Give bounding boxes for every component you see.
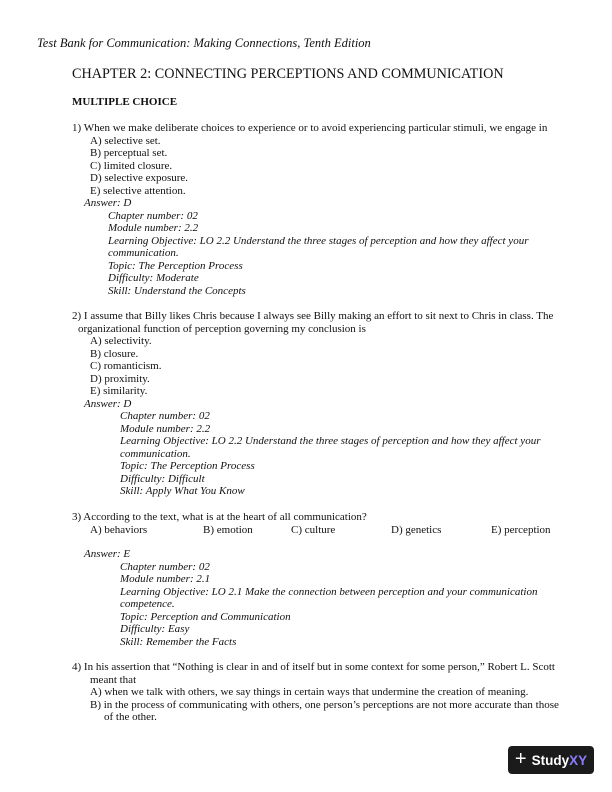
- q2-difficulty: Difficulty: Difficult: [120, 472, 205, 485]
- q4-option-a: A) when we talk with others, we say things in certain ways that undermine the creation of meaning.: [90, 686, 529, 698]
- chapter-title: CHAPTER 2: CONNECTING PERCEPTIONS AND COMMUNICATION: [72, 66, 504, 82]
- q2-module-number: Module number: 2.2: [120, 422, 211, 435]
- q2-option-c: C) romanticism.: [90, 360, 162, 372]
- q1-option-d: D) selective exposure.: [90, 172, 189, 184]
- q3-option-a: A) behaviors: [90, 523, 148, 536]
- q2-topic: Topic: The Perception Process: [120, 460, 255, 472]
- q3-difficulty: Difficulty: Easy: [120, 623, 190, 635]
- q3-learning-objective: Learning Objective: LO 2.1 Make the connection between perception and your communication: [120, 585, 538, 598]
- q1-stem: 1) When we make deliberate choices to experience or to avoid experiencing particular stimuli, we engage in: [72, 122, 548, 134]
- q3-topic: Topic: Perception and Communication: [120, 610, 291, 623]
- q2-stem-line-2: organizational function of perception governing my conclusion is: [78, 322, 366, 335]
- q2-option-a: A) selectivity.: [90, 335, 152, 347]
- q2-answer: Answer: D: [84, 397, 132, 410]
- q3-skill: Skill: Remember the Facts: [120, 635, 237, 648]
- section-heading: MULTIPLE CHOICE: [72, 96, 178, 108]
- q3-answer: Answer: E: [84, 548, 131, 560]
- q1-answer: Answer: D: [84, 197, 132, 209]
- q2-learning-objective: Learning Objective: LO 2.2 Understand the three stages of perception and how they affect your: [120, 435, 541, 447]
- q1-difficulty: Difficulty: Moderate: [108, 272, 199, 284]
- q1-module-number: Module number: 2.2: [108, 222, 199, 234]
- q3-option-b: B) emotion: [203, 523, 253, 536]
- q2-chapter-number: Chapter number: 02: [120, 410, 210, 422]
- q1-option-e: E) selective attention.: [90, 184, 186, 197]
- q3-stem: 3) According to the text, what is at the heart of all communication?: [72, 511, 367, 523]
- q4-option-b: B) in the process of communicating with others, one person’s perceptions are not more accurate than those: [90, 698, 559, 711]
- q3-option-e: E) perception: [491, 523, 551, 536]
- q4-option-b-cont: of the other.: [104, 711, 157, 723]
- q2-learning-objective-cont: communication.: [120, 447, 191, 460]
- q3-option-d: D) genetics: [391, 523, 442, 536]
- q1-chapter-number: Chapter number: 02: [108, 209, 198, 222]
- q3-module-number: Module number: 2.1: [120, 573, 211, 585]
- q3-learning-objective-cont: competence.: [120, 598, 175, 610]
- q2-skill: Skill: Apply What You Know: [120, 485, 245, 497]
- q2-option-b: B) closure.: [90, 347, 139, 360]
- q1-learning-objective: Learning Objective: LO 2.2 Understand the three stages of perception and how they affect your: [108, 234, 529, 247]
- brand-name: StudyXY: [531, 752, 588, 768]
- q1-option-b: B) perceptual set.: [90, 147, 168, 159]
- q1-option-a: A) selective set.: [90, 134, 161, 147]
- q2-option-e: E) similarity.: [90, 385, 148, 397]
- q4-stem-line-2: meant that: [90, 673, 137, 686]
- q4-stem-line-1: 4) In his assertion that “Nothing is clear in and of itself but in some context for some person,” Robert L. Scott: [72, 661, 555, 673]
- q3-chapter-number: Chapter number: 02: [120, 560, 210, 573]
- q1-option-c: C) limited closure.: [90, 159, 173, 172]
- q1-skill: Skill: Understand the Concepts: [108, 284, 246, 297]
- q1-learning-objective-cont: communication.: [108, 247, 179, 259]
- q3-option-c: C) culture: [291, 523, 336, 536]
- q2-stem-line-1: 2) I assume that Billy likes Chris because I always see Billy making an effort to sit next to Chris in class. The: [72, 310, 554, 322]
- q2-option-d: D) proximity.: [90, 372, 150, 385]
- q1-topic: Topic: The Perception Process: [108, 259, 243, 272]
- plus-icon: +: [514, 748, 527, 770]
- document-header: Test Bank for Communication: Making Connections, Tenth Edition: [37, 36, 371, 50]
- studyxy-badge[interactable]: [508, 746, 594, 774]
